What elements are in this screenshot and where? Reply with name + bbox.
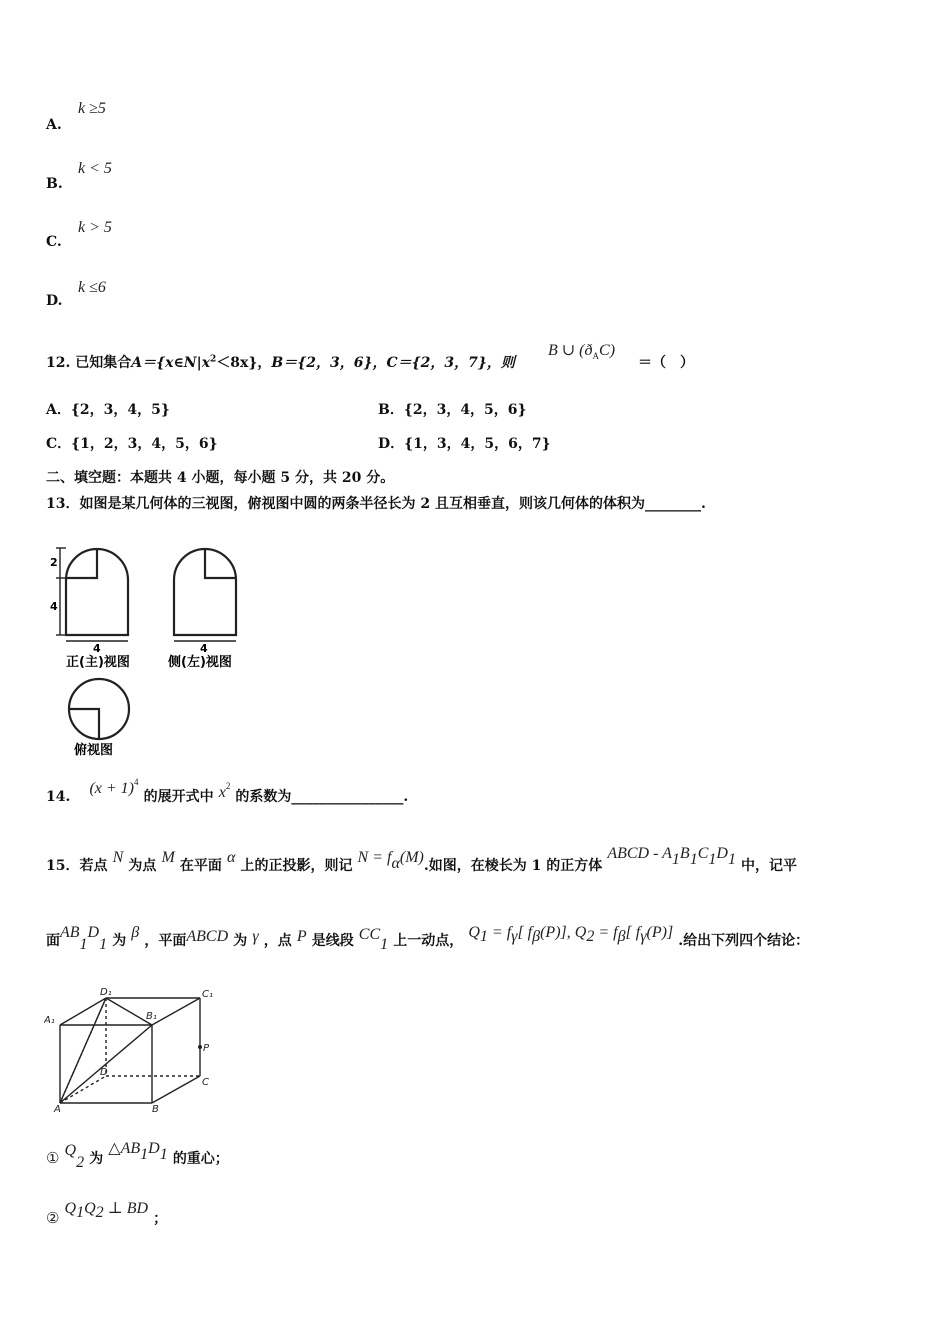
conclusion-1 [46, 1140, 229, 1172]
top-view-label: 俯视图 [74, 743, 114, 758]
q15-line2 [46, 924, 810, 954]
side-view-label: 侧(左)视图 [168, 655, 232, 670]
label-p: P [203, 1043, 210, 1054]
q15-math: N [112, 849, 124, 866]
q15-text: 上的正投影，则记 [240, 858, 353, 874]
question-number: 12. [46, 355, 71, 371]
q15-math-sub: 1 [708, 851, 717, 869]
conclusion-mark: ① [46, 1151, 60, 1167]
q15-math: [ f [517, 924, 533, 941]
q15-text: ，平面 [144, 933, 187, 949]
q15-text: 在平面 [179, 858, 222, 874]
option-label: B. [46, 176, 63, 192]
label-d1: D₁ [100, 987, 112, 998]
q15-math: Q [468, 924, 480, 941]
q14-var: x [218, 784, 226, 801]
front-view [66, 549, 128, 635]
q15-text: 的重心； [172, 1151, 229, 1167]
q15-math: D [148, 1140, 160, 1157]
q15-line1 [46, 845, 798, 879]
option-expr: k ≥5 [78, 100, 106, 117]
q15-math: (P)] [646, 924, 674, 941]
q15-math: Q [84, 1200, 96, 1217]
q15-math: M [161, 849, 175, 866]
q15-math: AB [60, 924, 80, 941]
q15-math: B [679, 845, 690, 862]
q15-math-sub: 2 [76, 1154, 85, 1172]
q12-prefix: 已知集合 [75, 355, 132, 371]
q15-text: 15．若点 [46, 858, 108, 874]
q12-tail: ＝（ ） [638, 355, 694, 371]
q15-math-sub: 2 [586, 928, 595, 946]
label-b: B [152, 1104, 159, 1115]
q15-math: Q [64, 1200, 77, 1217]
point-p [198, 1045, 202, 1049]
q15-math: D [716, 845, 728, 862]
q12-option-b: B．{2，3，4，5，6} [378, 402, 527, 418]
q14-binomial: (x + 1) [89, 780, 135, 797]
option-expr: k > 5 [78, 219, 112, 236]
q15-math: N = f [357, 849, 392, 866]
q15-text: 面 [46, 933, 60, 949]
q15-math: P [296, 928, 307, 945]
width-front: 4 [93, 642, 101, 655]
q15-math-sub: 1 [140, 1146, 149, 1164]
q14-var-exponent: 2 [225, 780, 231, 791]
q14-mid: 的展开式中 [143, 789, 214, 805]
expr-c: C) [599, 342, 616, 359]
q13-stem: 13．如图是某几何体的三视图，俯视图中圆的两条半径长为 2 且互相垂直，则该几何体的体积为________. [46, 496, 706, 512]
label-c: C [202, 1077, 209, 1088]
question-number: 14. [46, 789, 71, 805]
q15-math: = f [594, 924, 618, 941]
label-c1: C₁ [202, 989, 213, 1000]
q15-math-sub: γ [640, 928, 647, 946]
q15-math-sub: 1 [689, 851, 698, 869]
q15-math: D [87, 924, 100, 941]
q15-math-sub: 1 [671, 851, 680, 869]
option-expr: k ≤6 [78, 279, 106, 296]
q15-text: 为点 [128, 858, 157, 874]
q15-text: .如图，在棱长为 1 的正方体 [423, 858, 603, 874]
q14-tail: 的系数为________________. [235, 789, 409, 805]
q15-math: ⊥ BD [103, 1200, 149, 1217]
set-a-tail: ＜8x}， [216, 355, 272, 371]
set-a: A＝{x∈N|x [131, 355, 211, 371]
q15-math: Q [64, 1142, 77, 1159]
q15-math: α [226, 849, 236, 866]
q15-text: 为 [112, 933, 127, 949]
set-b: B＝{2，3，6}， [271, 355, 387, 371]
q15-math-sub: 1 [479, 928, 488, 946]
q12-expression [548, 340, 615, 361]
q15-text: ； [153, 1211, 168, 1227]
q15-math: (M) [399, 849, 424, 866]
q15-text: .给出下列四个结论： [678, 933, 810, 949]
q15-text: 上一动点， [393, 933, 464, 949]
cube-figure [44, 985, 224, 1115]
side-view [174, 549, 236, 635]
label-b1: B₁ [146, 1011, 157, 1022]
q15-math-sub: β [532, 928, 541, 946]
three-view-figure [46, 540, 256, 765]
q15-math-sub: β [617, 928, 626, 946]
q15-math-sub: 2 [95, 1204, 104, 1222]
q12-option-c: C．{1，2，3，4，5，6} [46, 436, 218, 452]
q15-math: ABCD - A [607, 845, 672, 862]
q15-math: = f [487, 924, 512, 941]
q15-math-sub: 1 [76, 1204, 85, 1222]
set-a-exponent: 2 [210, 354, 217, 365]
option-expr: k < 5 [78, 160, 112, 177]
dim-2: 2 [50, 556, 58, 569]
q12-option-d: D．{1，3，4，5，6，7} [378, 436, 551, 452]
option-label: A. [46, 117, 62, 133]
set-c: C＝{2，3，7}，则 [386, 355, 515, 371]
conclusion-2 [46, 1200, 168, 1232]
option-label: D. [46, 293, 63, 309]
top-view [69, 679, 129, 739]
q15-math: CC [358, 926, 381, 943]
q14-exponent: 4 [134, 776, 139, 787]
label-d: D [100, 1067, 108, 1078]
conclusion-mark: ② [46, 1211, 60, 1227]
q15-text: 是线段 [311, 933, 354, 949]
q12-stem [46, 352, 515, 372]
q12-option-a: A．{2，3，4，5} [46, 402, 170, 418]
q15-math: [ f [625, 924, 641, 941]
width-side: 4 [200, 642, 208, 655]
q15-math-sub: 1 [380, 936, 389, 954]
q15-text: ，点 [263, 933, 292, 949]
q15-math-sub: 1 [727, 851, 736, 869]
q15-math: C [697, 845, 709, 862]
q15-text: 为 [89, 1151, 104, 1167]
q15-math-sub: γ [511, 928, 518, 946]
expr-b: B ∪ (ð [548, 342, 593, 359]
q15-math: △AB [108, 1140, 141, 1157]
q15-math: ABCD [186, 928, 229, 945]
q15-math-sub: 1 [99, 936, 108, 954]
option-label: C. [46, 234, 62, 250]
label-a1: A₁ [44, 1015, 55, 1026]
q15-math-sub: α [391, 855, 400, 873]
q15-math: β [131, 924, 140, 941]
q15-math-sub: 1 [159, 1146, 168, 1164]
q15-math: (P)], Q [540, 924, 587, 941]
q15-math-sub: 1 [79, 936, 88, 954]
section-heading: 二、填空题：本题共 4 小题，每小题 5 分，共 20 分。 [46, 470, 395, 486]
dim-4: 4 [50, 600, 58, 613]
q15-math: γ [252, 928, 259, 945]
expr-subscript: A [592, 351, 600, 362]
q15-text: 为 [233, 933, 248, 949]
q14-stem [46, 776, 409, 806]
q15-text: 中，记平 [741, 858, 798, 874]
label-a: A [54, 1104, 61, 1115]
front-view-label: 正(主)视图 [66, 655, 130, 670]
